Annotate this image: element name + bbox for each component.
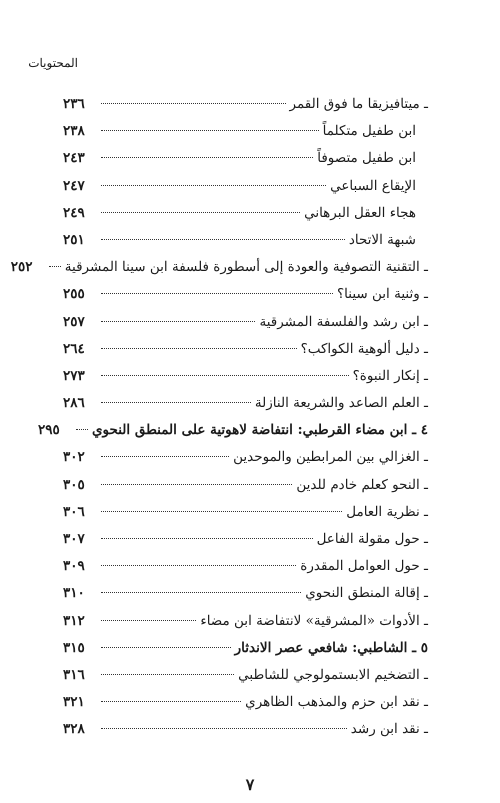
toc-entry-title: ـ حول العوامل المقدرة [300,558,428,575]
dot-leader [49,266,61,267]
toc-entry-title: ـ النحو كعلم خادم للدين [296,476,428,493]
toc-entry-title: ـ ميتافيزيقا ما فوق القمر [289,96,428,112]
toc-entry-row[interactable] [63,178,428,205]
dot-leader [101,674,234,675]
toc-entry-title: شبهة الاتحاد [348,231,416,248]
toc-entry-page: ٣٠٦ [63,503,85,520]
toc-entry-page: ٢٥٢ [10,259,33,276]
dot-leader [101,103,286,104]
toc-entry-page: ٣٢٨ [63,721,85,738]
toc-entry-title: ـ الأدوات «المشرقية» لانتفاضة ابن مضاء [200,612,428,629]
toc-entry-page: ٣٠٢ [63,449,85,466]
toc-entry-title: ـ نظرية العامل [346,503,428,520]
toc-entry-page: ٣١٢ [63,612,85,629]
dot-leader [101,620,196,621]
toc-entry-row[interactable] [63,449,428,476]
toc-entry-page: ٣١٥ [63,639,85,656]
dot-leader [101,212,300,213]
toc-entry-title: ـ إقالة المنطق النحوي [305,585,428,602]
toc-entry-page: ٢٥١ [63,231,85,248]
running-header: المحتويات [28,56,78,70]
dot-leader [101,565,296,566]
toc-entry-row[interactable] [63,395,428,422]
toc-entry-page: ٢٣٨ [63,123,85,140]
toc-entry-row[interactable] [63,232,428,259]
toc-entry-title: ابن طفيل متكلماً [322,123,416,140]
dot-leader [101,157,313,158]
table-of-contents [10,96,428,749]
toc-entry-row[interactable] [63,341,428,368]
dot-leader [101,321,255,322]
toc-entry-row[interactable] [63,504,428,531]
toc-entry-title: ـ حول مقولة الفاعل [316,531,428,547]
toc-entry-row[interactable] [63,694,428,721]
toc-entry-title: ـ وثنية ابن سينا؟ [336,286,428,303]
toc-entry-page: ٣٠٩ [63,558,85,575]
toc-entry-title: ـ إنكار النبوة؟ [352,367,428,384]
toc-entry-row[interactable] [63,585,428,612]
toc-entry-title: ـ التضخيم الابستمولوجي للشاطبي [238,666,428,683]
dot-leader [101,402,251,403]
toc-entry-row[interactable] [10,259,428,286]
toc-entry-page: ٣٢١ [63,694,85,711]
toc-entry-page: ٢٨٦ [63,395,85,412]
toc-entry-title: ـ الغزالي بين المرابطين والموحدين [233,449,428,466]
toc-entry-row[interactable] [63,667,428,694]
toc-entry-page: ٢٦٤ [63,340,85,357]
toc-entry-title: ٤ ـ ابن مضاء القرطبي: انتفاضة لاهوتية على المنطق النحوي [91,422,428,439]
dot-leader [101,239,345,240]
toc-entry-row[interactable] [63,150,428,177]
toc-entry-title: ـ العلم الصاعد والشريعة النازلة [254,395,428,412]
toc-chapter-row[interactable] [37,422,428,449]
toc-entry-page: ٢٣٦ [63,96,85,112]
toc-entry-row[interactable] [63,123,428,150]
toc-entry-title: الإيقاع السباعي [330,177,416,194]
toc-entry-title: هجاء العقل البرهاني [304,204,416,221]
toc-entry-title: ابن طفيل متصوفاً [317,150,416,167]
toc-entry-row[interactable] [63,613,428,640]
dot-leader [101,511,342,512]
toc-entry-page: ٣١٦ [63,666,85,683]
toc-entry-page: ٢٩٥ [37,422,60,439]
toc-entry-title: ـ نقد ابن رشد [350,721,428,738]
toc-entry-title: ـ دليل ألوهية الكواكب؟ [300,340,428,357]
page-number: ٧ [245,775,255,794]
toc-entry-page: ٢٥٧ [63,313,85,330]
dot-leader [101,185,326,186]
toc-entry-title: ٥ ـ الشاطبي: شافعي عصر الاندثار [234,639,428,656]
toc-entry-title: ـ نقد ابن حزم والمذهب الظاهري [245,694,428,711]
toc-entry-row[interactable] [63,477,428,504]
dot-leader [101,647,231,648]
dot-leader [76,429,88,430]
dot-leader [101,728,347,729]
toc-entry-row[interactable] [63,286,428,313]
dot-leader [101,130,319,131]
dot-leader [101,592,301,593]
dot-leader [101,701,241,702]
toc-entry-page: ٣٠٧ [63,531,85,547]
toc-entry-page: ٣٠٥ [63,476,85,493]
toc-entry-row[interactable] [63,558,428,585]
toc-entry-row[interactable] [63,721,428,748]
dot-leader [101,375,349,376]
toc-entry-row[interactable] [63,314,428,341]
dot-leader [101,538,313,539]
toc-entry-page: ٢٤٧ [63,177,85,194]
dot-leader [101,456,229,457]
toc-entry-page: ٢٤٣ [63,150,85,167]
dot-leader [101,348,297,349]
toc-entry-page: ٣١٠ [63,585,85,602]
toc-entry-page: ٢٥٥ [63,286,85,303]
toc-entry-row[interactable] [63,531,428,558]
dot-leader [101,484,292,485]
toc-chapter-row[interactable] [63,640,428,667]
toc-entry-page: ٢٤٩ [63,204,85,221]
toc-entry-title: ـ ابن رشد والفلسفة المشرقية [259,313,428,330]
dot-leader [101,293,333,294]
toc-entry-row[interactable] [63,205,428,232]
toc-entry-title: ـ التقنية التصوفية والعودة إلى أسطورة فلسفة ابن سينا المشرقية [64,259,428,276]
toc-entry-row[interactable] [63,368,428,395]
toc-entry-row[interactable] [63,96,428,123]
toc-entry-page: ٢٧٣ [63,367,85,384]
